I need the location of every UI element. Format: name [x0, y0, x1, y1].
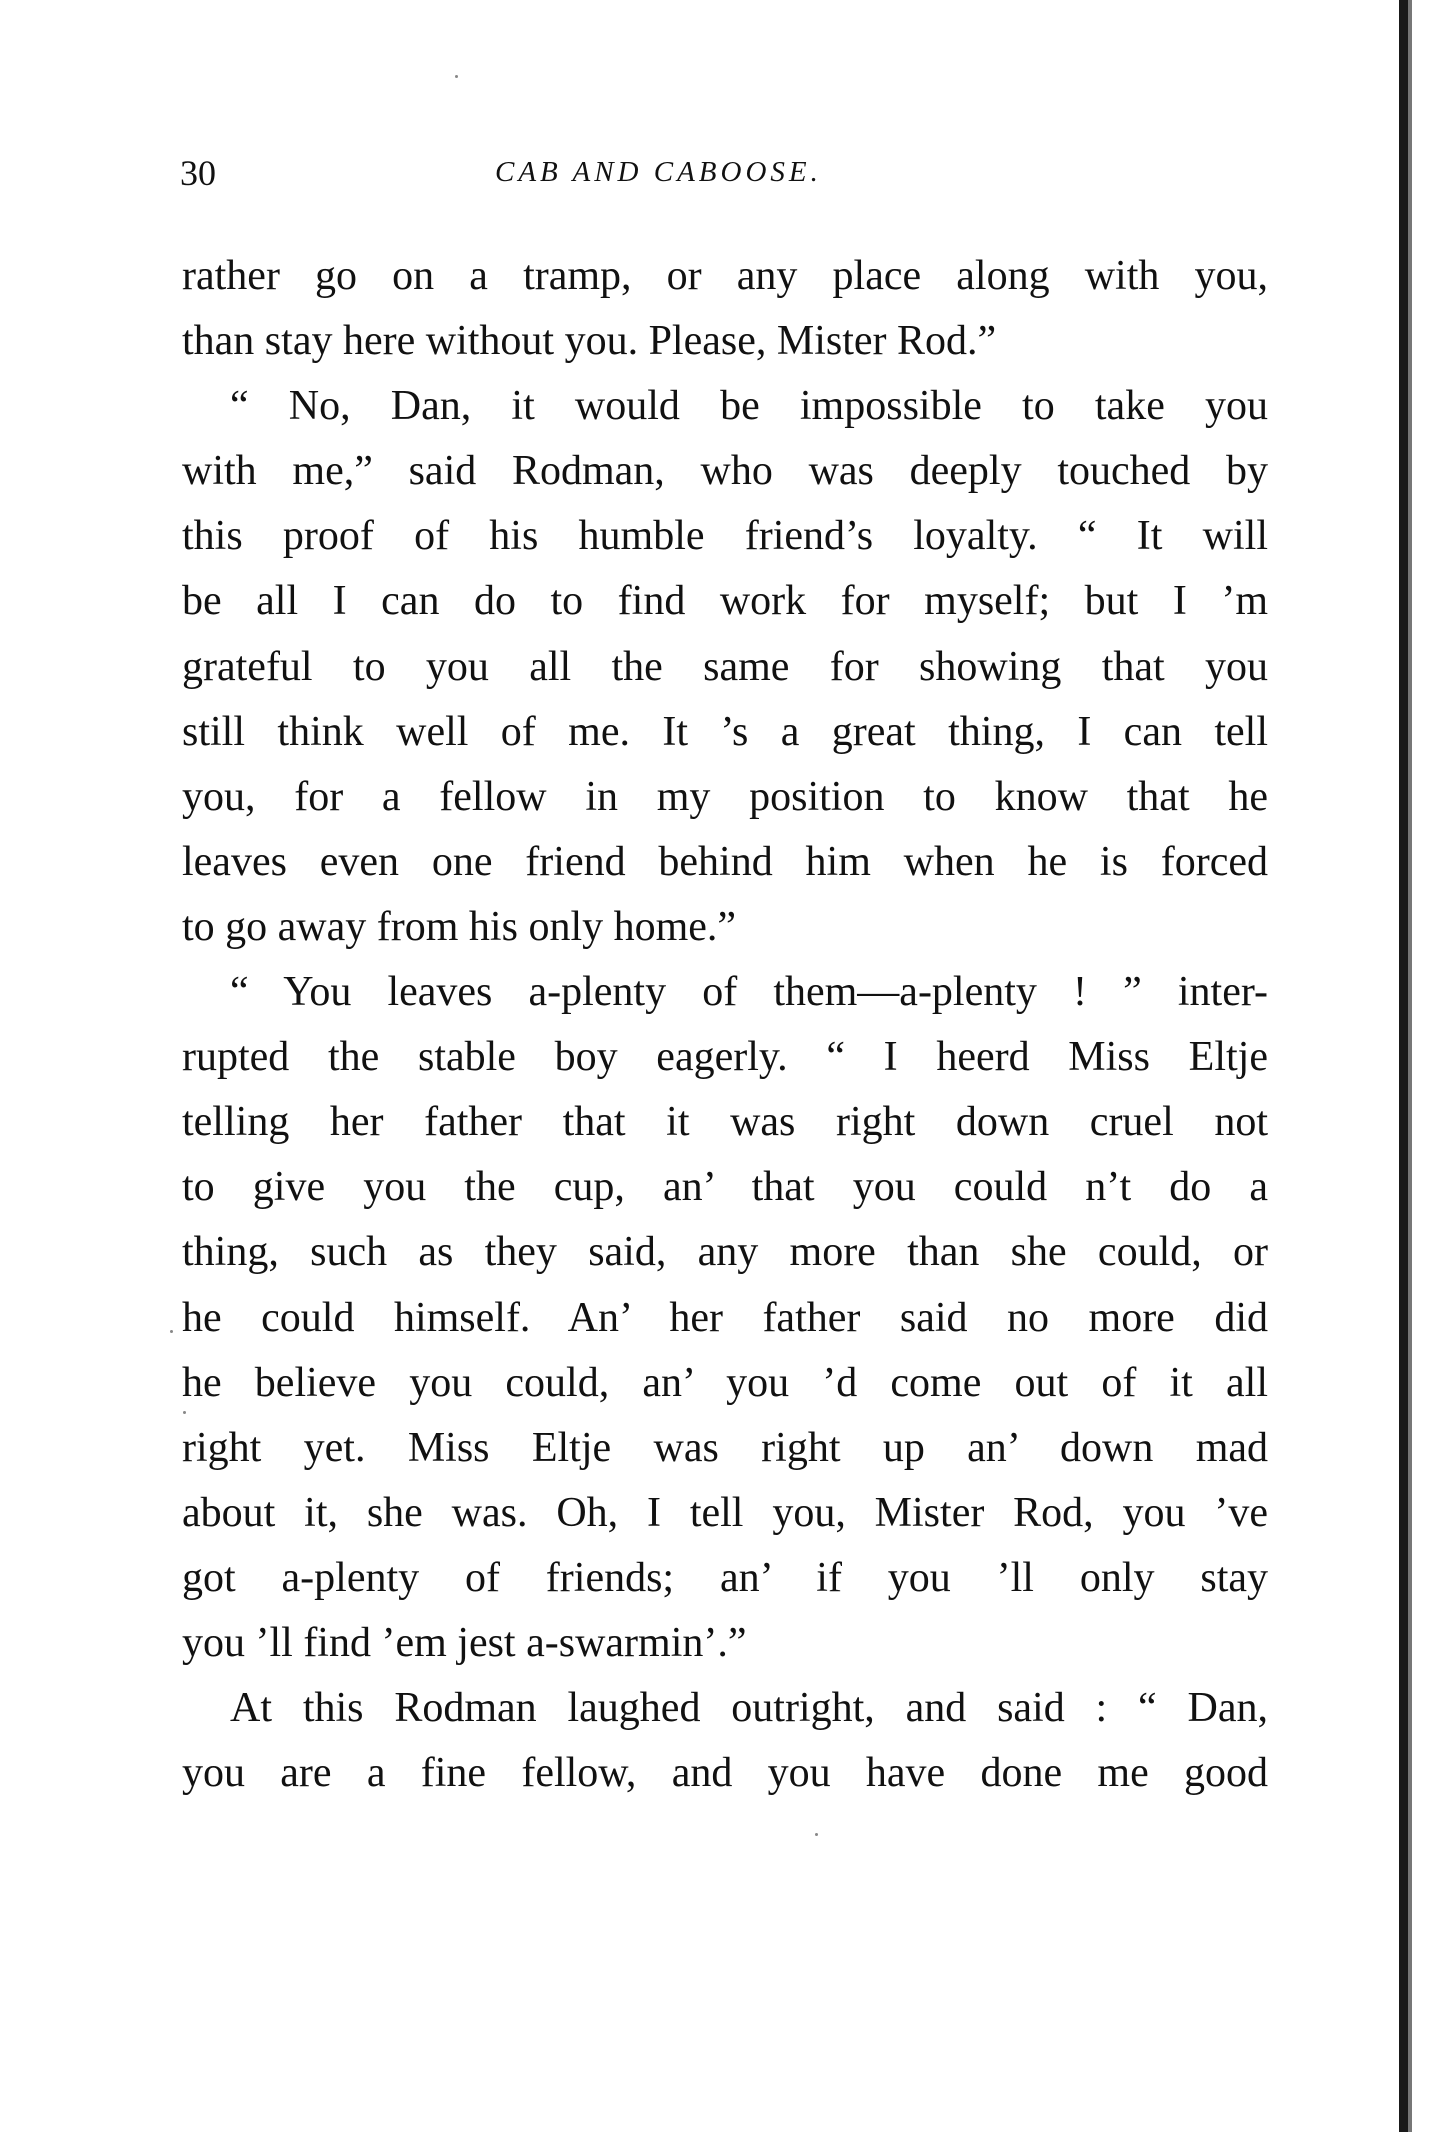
text-line: got a-plenty of friends; an’ if you ’ll only stay [182, 1554, 1268, 1601]
text-line: you ’ll find ’em jest a-swarmin’.” [182, 1619, 747, 1666]
text-line: you are a fine fellow, and you have done me good [182, 1750, 1268, 1797]
paper-speck [170, 1330, 173, 1333]
paper-speck [455, 75, 458, 78]
text-line: rather go on a tramp, or any place along with you, [182, 253, 1268, 299]
text-line: still think well of me. It ’s a great thing, I can tell [182, 708, 1268, 755]
text-line: rupted the stable boy eagerly. “ I heerd Miss Eltje [182, 1034, 1268, 1081]
page-edge-bar [1399, 0, 1408, 2132]
paper-speck [183, 1411, 186, 1414]
page-number: 30 [180, 153, 216, 193]
text-line: telling her father that it was right down cruel not [182, 1099, 1268, 1146]
text-line: “ You leaves a-plenty of them—a-plenty ! ” inter- [230, 969, 1268, 1016]
text-line: leaves even one friend behind him when he is forced [182, 838, 1268, 885]
paper-speck [815, 1833, 818, 1836]
text-line: about it, she was. Oh, I tell you, Mister Rod, you ’ve [182, 1489, 1268, 1536]
body-text [182, 244, 1268, 1806]
text-line: he believe you could, an’ you ’d come out of it all [182, 1359, 1268, 1406]
text-line: thing, such as they said, any more than she could, or [182, 1229, 1268, 1276]
text-line: with me,” said Rodman, who was deeply touched by [182, 448, 1268, 495]
text-line: grateful to you all the same for showing that you [182, 643, 1268, 690]
text-line: At this Rodman laughed outright, and said : “ Dan, [230, 1685, 1268, 1732]
text-line: to go away from his only home.” [182, 903, 737, 950]
text-line: be all I can do to find work for myself; but I ’m [182, 578, 1268, 625]
running-title: CAB AND CABOOSE. [495, 156, 822, 188]
text-line: to give you the cup, an’ that you could n’t do a [182, 1164, 1268, 1211]
text-line: than stay here without you. Please, Mister Rod.” [182, 318, 997, 365]
text-line: right yet. Miss Eltje was right up an’ down mad [182, 1424, 1268, 1471]
page-edge-shadow [1408, 0, 1412, 2132]
text-line: “ No, Dan, it would be impossible to take you [230, 383, 1268, 430]
text-line: you, for a fellow in my position to know that he [182, 773, 1268, 820]
text-line: he could himself. An’ her father said no more did [182, 1294, 1268, 1341]
text-line: this proof of his humble friend’s loyalty. “ It will [182, 513, 1268, 560]
